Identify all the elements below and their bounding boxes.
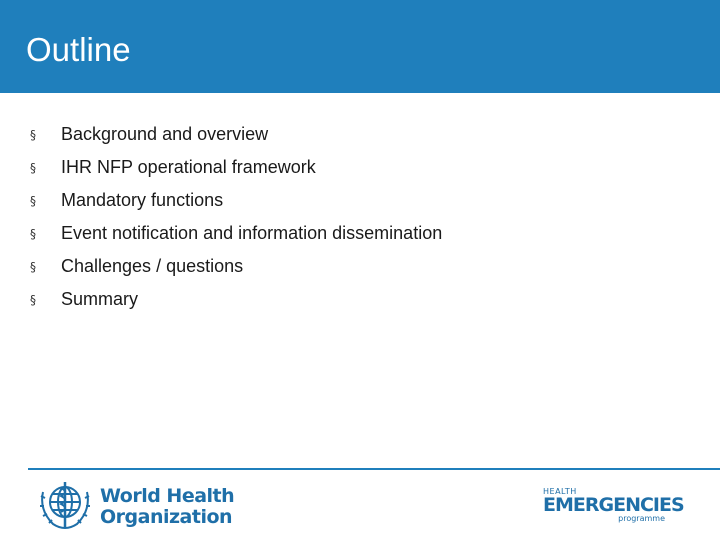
bullet-marker: § <box>30 193 36 208</box>
list-item <box>30 151 442 184</box>
hep-programme-text: programme <box>618 514 665 523</box>
bullet-marker: § <box>30 259 36 274</box>
header-bar <box>0 0 720 93</box>
bullet-marker: § <box>30 292 36 307</box>
bullet-marker: § <box>30 127 36 142</box>
footer-divider <box>28 468 720 470</box>
hep-emergencies-text: EMERGENCIES <box>543 494 684 516</box>
list-item <box>30 118 442 151</box>
bullet-text: IHR NFP operational framework <box>61 157 316 177</box>
bullet-marker: § <box>30 160 36 175</box>
bullet-text: Background and overview <box>61 124 269 144</box>
bullet-text: Challenges / questions <box>61 256 244 276</box>
bullet-text: Mandatory functions <box>61 190 224 210</box>
list-item <box>30 217 442 250</box>
who-wordmark-line1: World Health <box>100 485 235 507</box>
bullet-text: Summary <box>61 289 139 309</box>
list-item <box>30 283 442 316</box>
health-emergencies-logo <box>543 487 684 523</box>
who-emblem-icon <box>35 478 95 532</box>
who-wordmark-line2: Organization <box>100 506 233 528</box>
who-wordmark <box>100 486 234 528</box>
slide-title: Outline <box>26 31 131 68</box>
list-item <box>30 250 442 283</box>
hep-health-text: HEALTH <box>543 487 577 496</box>
bullet-text: Event notification and information dissemination <box>61 223 443 243</box>
list-item <box>30 184 442 217</box>
bullet-marker: § <box>30 226 36 241</box>
bullet-list <box>30 118 442 316</box>
